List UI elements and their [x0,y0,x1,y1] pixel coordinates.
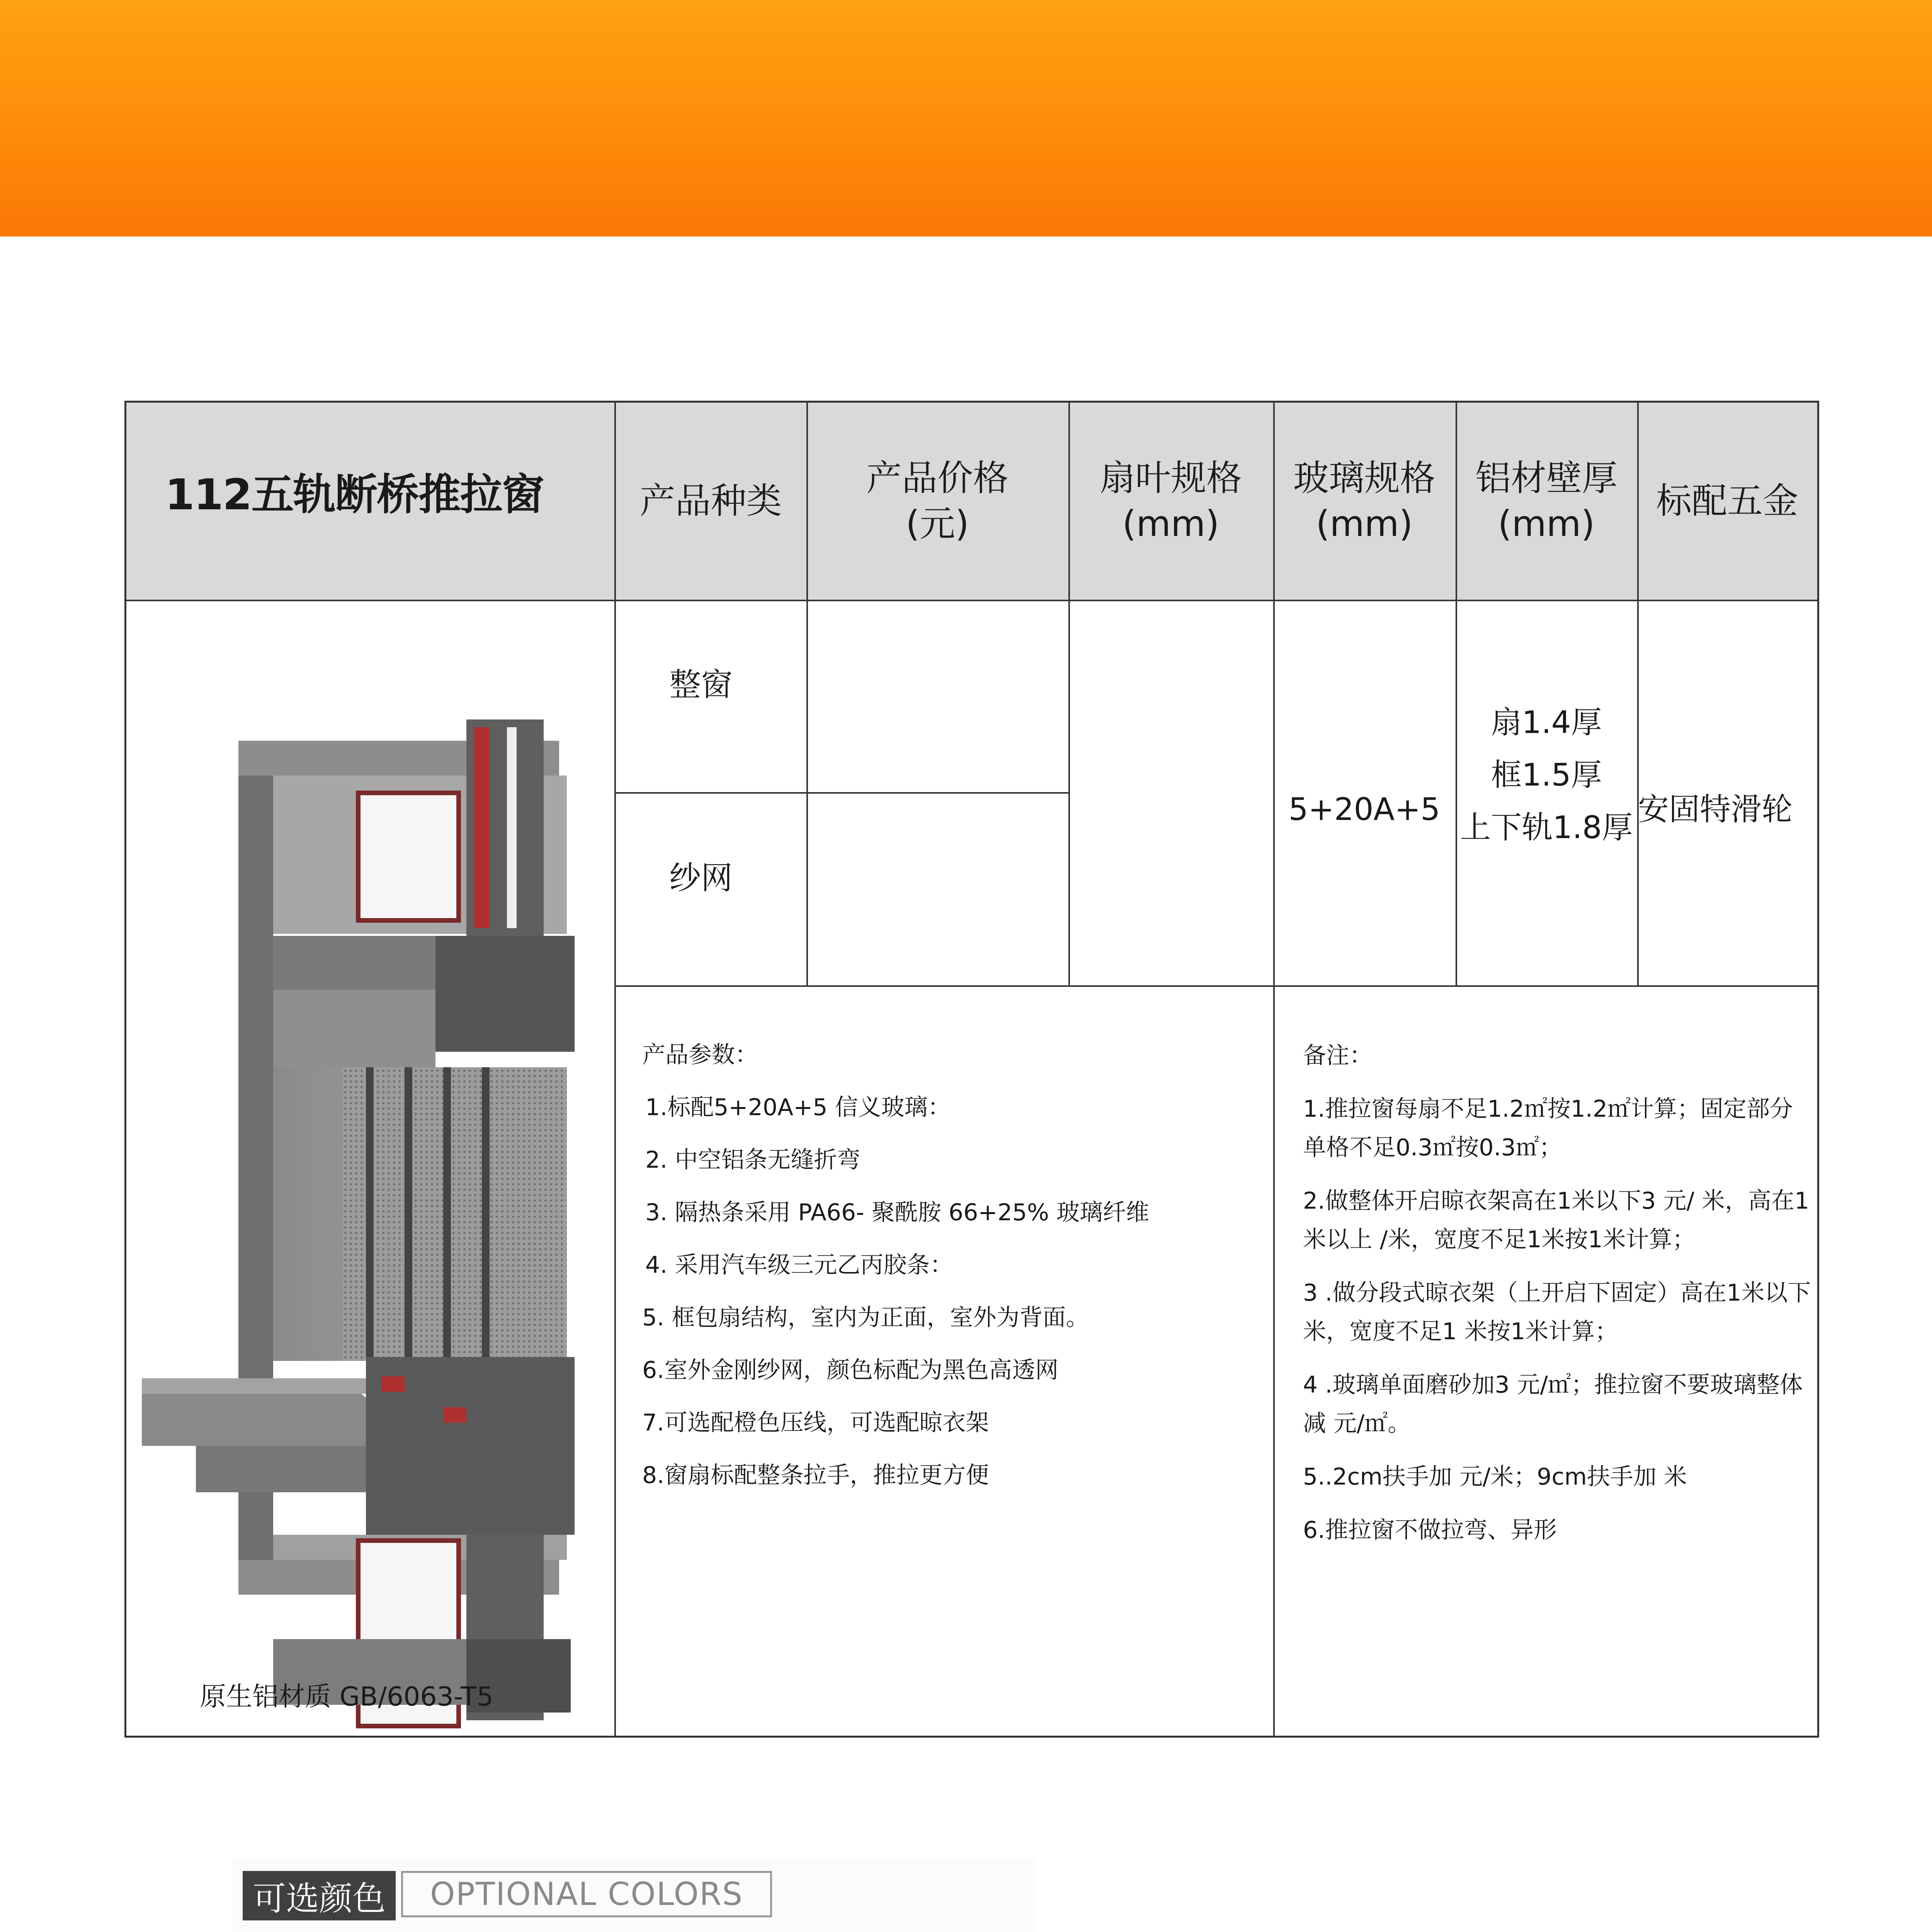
category-screen: 纱网 [669,860,733,896]
notes-title: 备注： [1303,1042,1372,1069]
thickness-rail: 上下轨1.8厚 [1460,810,1633,845]
param-item: 8.窗扇标配整条拉手，推拉更方便 [642,1462,989,1489]
notes [1303,1036,1813,1564]
header-glass-spec [1273,403,1456,600]
product-params [642,1029,1149,1502]
header-price [806,403,1068,600]
params-title: 产品参数： [642,1041,758,1068]
header-price-unit: (元) [906,503,969,544]
param-item: 5. 框包扇结构，室内为正面，室外为背面。 [642,1304,1089,1331]
glass-spec-value: 5+20A+5 [1288,791,1440,827]
spec-table [124,401,1819,1738]
header-sash-unit: (mm) [1122,503,1219,544]
note-item: 2.做整体开启晾衣架高在1米以下3 元/ 米，高在1米以上 /米，宽度不足1米按1米计算； [1303,1187,1810,1253]
note-item: 4 .玻璃单面磨砂加3 元/㎡；推拉窗不要玻璃整体减 元/㎡。 [1303,1371,1803,1437]
category-whole-window: 整窗 [669,667,733,703]
param-item: 3. 隔热条采用 PA66- 聚酰胺 66+25% 玻璃纤维 [645,1199,1149,1226]
material-caption: 原生铝材质 GB/6063-T5 [200,1682,494,1712]
row-divider [614,985,1817,987]
header-thickness [1456,403,1637,600]
thickness-sash: 扇1.4厚 [1491,704,1602,740]
thickness-values [1456,696,1637,854]
note-item: 6.推拉窗不做拉弯、异形 [1303,1517,1557,1544]
column-divider [614,403,616,1736]
column-divider [1637,403,1639,986]
header-category-label: 产品种类 [639,480,782,522]
column-divider [1068,403,1070,986]
optional-colors-badge-en: OPTIONAL COLORS [401,1871,772,1917]
note-item: 5..2cm扶手加 元/米；9cm扶手加 米 [1303,1463,1687,1490]
header-sash-label: 扇叶规格 [1099,457,1242,499]
row-divider [614,792,1069,794]
optional-colors-badge-cn: 可选颜色 [243,1871,396,1920]
header-thickness-label: 铝材壁厚 [1475,457,1617,499]
param-item: 2. 中空铝条无缝折弯 [645,1146,861,1173]
header-category [615,403,806,600]
note-item: 1.推拉窗每扇不足1.2㎡按1.2㎡计算；固定部分单格不足0.3㎡按0.3㎡； [1303,1095,1793,1161]
param-item: 4. 采用汽车级三元乙丙胶条： [645,1252,953,1279]
header-glass-unit: (mm) [1316,503,1413,544]
header-hardware [1637,403,1817,600]
header-glass-label: 玻璃规格 [1293,457,1435,499]
column-divider [1456,403,1457,986]
header-orange-band [0,0,1932,236]
param-item: 1.标配5+20A+5 信义玻璃： [645,1094,951,1121]
column-divider [1273,403,1275,1736]
column-divider [806,403,808,986]
thickness-frame: 框1.5厚 [1491,757,1602,793]
hardware-value: 安固特滑轮 [1638,791,1793,827]
param-item: 7.可选配橙色压线，可选配晾衣架 [642,1409,989,1436]
param-item: 6.室外金刚纱网，颜色标配为黑色高透网 [642,1357,1059,1384]
header-hardware-label: 标配五金 [1656,480,1798,522]
header-price-label: 产品价格 [866,457,1009,499]
header-thickness-unit: (mm) [1498,503,1595,544]
note-item: 3 .做分段式晾衣架（上开启下固定）高在1米以下 米，宽度不足1 米按1米计算； [1303,1279,1811,1345]
product-title: 112五轨断桥推拉窗 [165,470,544,519]
window-profile-image [126,403,614,1736]
header-sash-spec [1068,403,1273,600]
